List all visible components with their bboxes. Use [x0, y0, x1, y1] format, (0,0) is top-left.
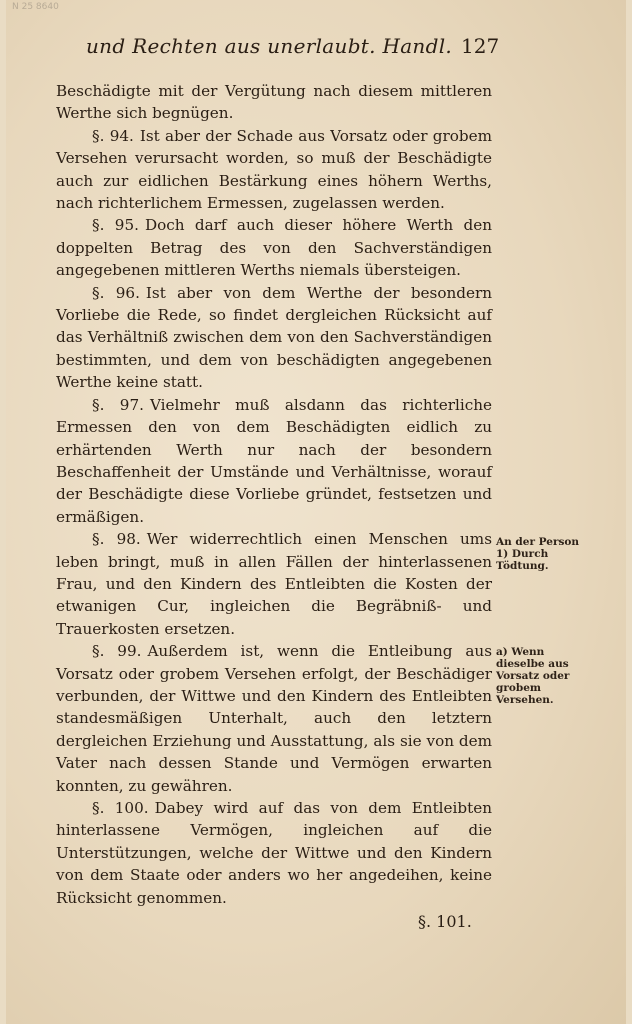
paragraph-99	[56, 640, 492, 797]
paragraph-94	[56, 125, 492, 215]
paragraph-96	[56, 282, 492, 394]
section-number: §. 97.	[92, 395, 144, 414]
marginal-note-tod: An der Person 1) Durch Tödtung.	[496, 536, 580, 572]
paragraph-text: Beschädigte mit der Vergütung nach diesem mittleren Werthe sich begnügen.	[56, 82, 492, 123]
page-body	[56, 80, 492, 909]
catchword: §. 101.	[418, 912, 472, 931]
paragraph-100	[56, 797, 492, 909]
library-stamp: N 25 8640	[12, 2, 59, 12]
marginal-note-vorsatz: a) Wenn dieselbe aus Vorsatz oder grobem Versehen.	[496, 646, 570, 706]
paragraph-continuation	[56, 80, 492, 125]
paragraph-text: Dabey wird auf das von dem Entleibten hinterlassene Vermögen, ingleichen auf die Unterstützungen, welche der Wittwe und den Kindern von dem Staate oder anders wo her angedeihen, keine Rücksicht genommen.	[56, 799, 492, 907]
section-number: §. 98.	[92, 530, 141, 549]
paragraph-97	[56, 394, 492, 528]
running-title: und Rechten aus unerlaubt. Handl.	[86, 34, 453, 58]
paragraph-text: Vielmehr muß alsdann das richterliche Ermessen den von dem Beschädigten eidlich zu erhärtenden Werth nur nach der besondern Beschaffenheit der Umstände und Verhältnisse, worauf der Beschädigte diese Vorliebe gründet, festsetzen und ermäßigen.	[56, 395, 492, 526]
section-number: §. 99.	[92, 642, 142, 661]
section-number: §. 94.	[92, 126, 134, 145]
page-number: 127	[461, 34, 500, 58]
book-page	[6, 0, 626, 1024]
section-number: §. 96.	[92, 283, 140, 302]
paragraph-text: Ist aber von dem Werthe der besondern Vorliebe die Rede, so findet dergleichen Rücksicht auf das Verhältniß zwischen dem von den Sachverständigen bestimmten, und dem von beschädigten angegebenen Werthe keine statt.	[56, 283, 492, 392]
paragraph-text: Außerdem ist, wenn die Entleibung aus Vorsatz oder grobem Versehen erfolgt, der Beschädiger verbunden, der Wittwe und den Kindern des Entleibten standesmäßigen Unterhalt, auch den letztern dergleichen Erziehung und Ausstattung, als sie von dem Vater nach dessen Stande und Vermögen erwarten konnten, zu gewähren.	[56, 642, 492, 795]
paragraph-text: Wer widerrechtlich einen Menschen ums leben bringt, muß in allen Fällen der hinterlassenen Frau, und den Kindern des Entleibten die Kosten der etwanigen Cur, ingleichen die Begräbniß- und Trauerkosten ersetzen.	[56, 530, 492, 638]
paragraph-95	[56, 214, 492, 281]
section-number: §. 95.	[92, 216, 139, 235]
paragraph-text: Ist aber der Schade aus Vorsatz oder grobem Versehen verursacht worden, so muß der Beschädigte auch zur eidlichen Bestärkung eines höhern Werths, nach richterlichem Ermessen, zugelassen werden.	[56, 126, 492, 213]
paragraph-text: Doch darf auch dieser höhere Werth den doppelten Betrag des von den Sachverständigen angegebenen mittleren Werths niemals übersteigen.	[56, 216, 492, 280]
paragraph-98	[56, 528, 492, 640]
section-number: §. 100.	[92, 799, 149, 817]
